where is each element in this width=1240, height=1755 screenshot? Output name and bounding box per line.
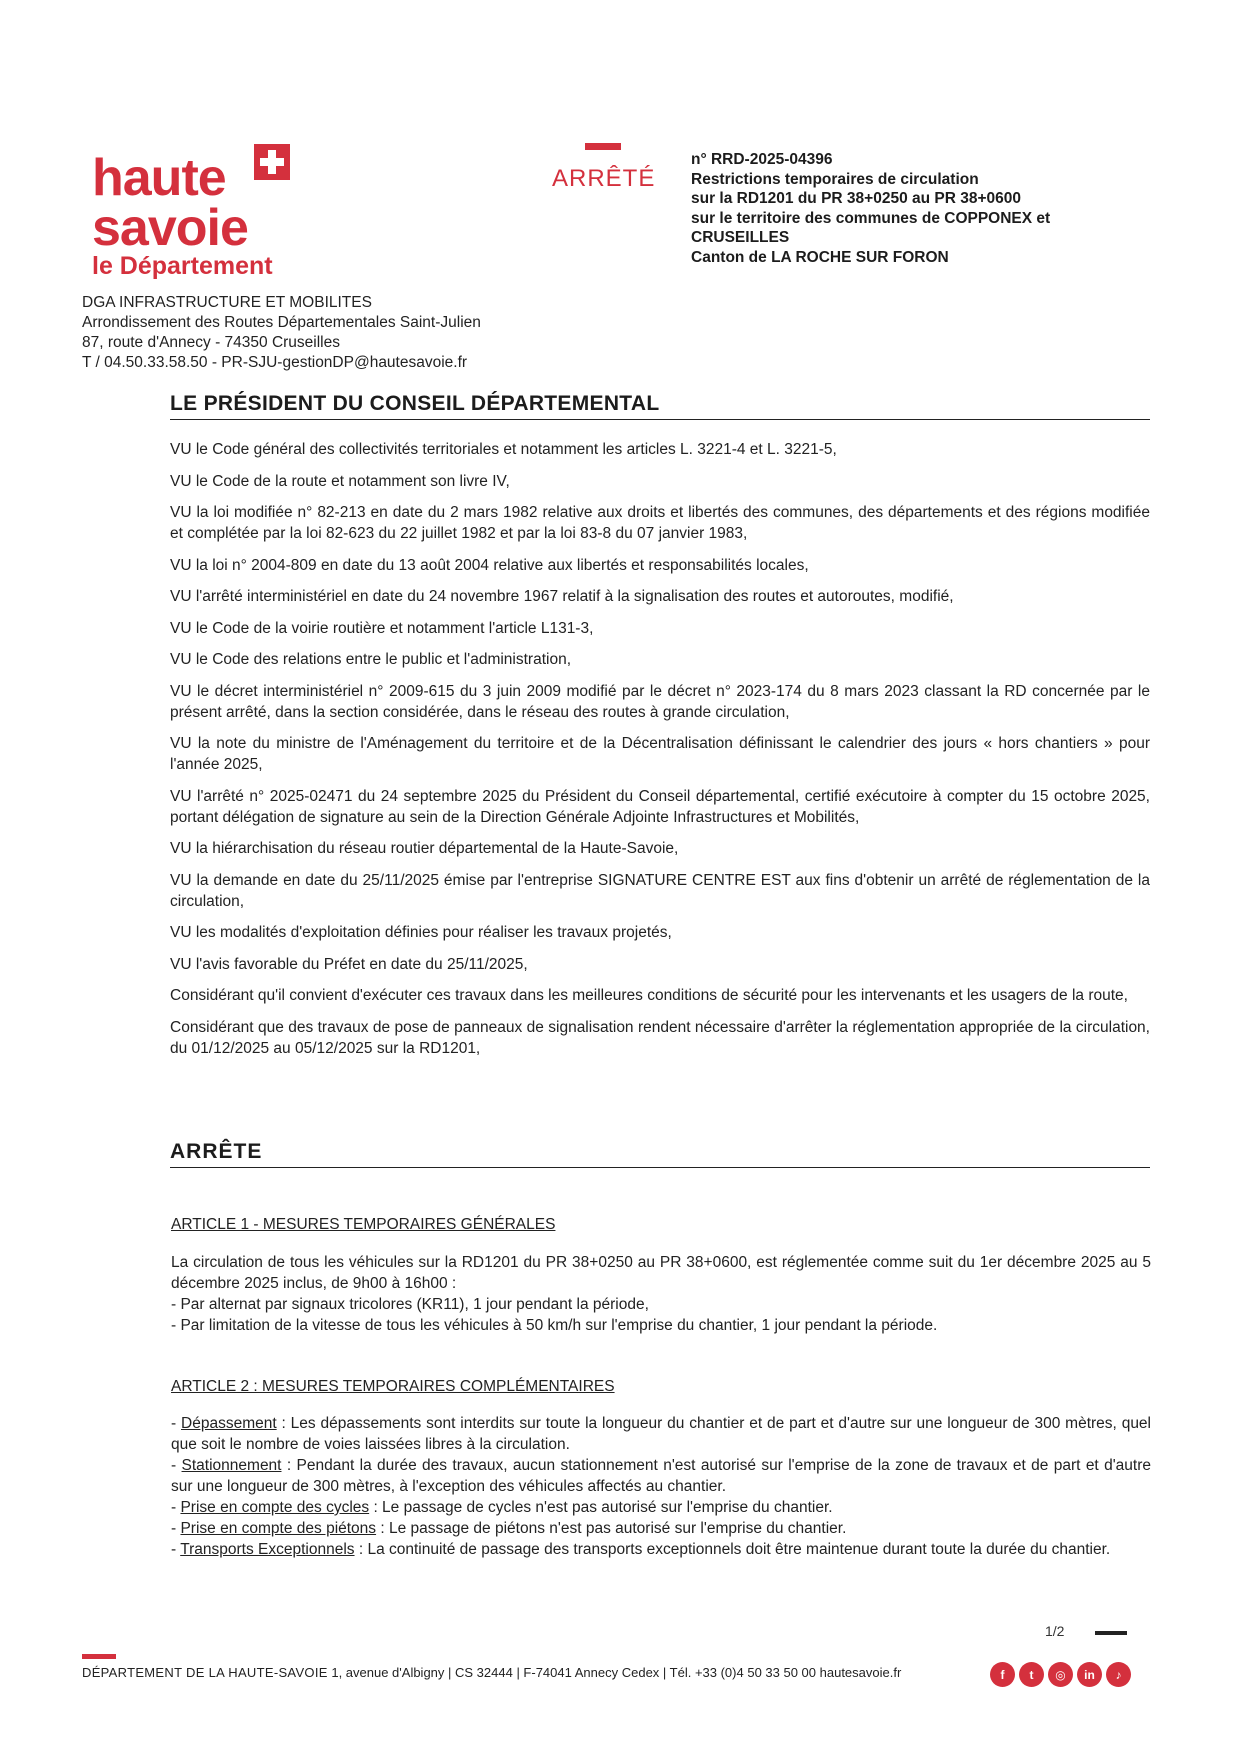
page-title: LE PRÉSIDENT DU CONSEIL DÉPARTEMENTAL <box>170 392 1150 420</box>
footer-department: DÉPARTEMENT DE LA HAUTE-SAVOIE <box>82 1665 328 1680</box>
article-2-item: - Prise en compte des piétons : Le passage de piétons n'est pas autorisé sur l'emprise du chantier. <box>171 1520 847 1537</box>
page-number: 1/2 <box>1045 1623 1065 1639</box>
item-term: Dépassement <box>181 1415 277 1432</box>
recital: VU le Code de la route et notamment son livre IV, <box>170 472 510 490</box>
article-2-title: ARTICLE 2 : MESURES TEMPORAIRES COMPLÉMENTAIRES <box>171 1378 615 1395</box>
recital: VU la loi n° 2004-809 en date du 13 août 2004 relative aux libertés et responsabilités locales, <box>170 556 809 574</box>
reference-block <box>691 150 1111 268</box>
address-line: 87, route d'Annecy - 74350 Cruseilles <box>82 334 340 351</box>
article-2-item: - Stationnement : Pendant la durée des travaux, aucun stationnement n'est autorisé sur l'emprise de la zone de travaux et de part et d'autre sur une longueur de 300 mètres, à l'exception des véhicules affectés au chantier. <box>171 1457 1152 1495</box>
recital: VU le Code général des collectivités territoriales et notamment les articles L. 3221-4 et L. 3221-5, <box>170 441 837 458</box>
article-1-body <box>171 1252 1151 1336</box>
article-1-item: - Par alternat par signaux tricolores (KR11), 1 jour pendant la période, <box>171 1296 649 1313</box>
logo-word-departement: le Département <box>92 252 273 280</box>
arrete-accent-bar <box>585 143 621 150</box>
article-1-title: ARTICLE 1 - MESURES TEMPORAIRES GÉNÉRALES <box>171 1216 556 1233</box>
savoie-cross-icon <box>254 144 290 180</box>
recital: VU l'avis favorable du Préfet en date du 25/11/2025, <box>170 955 528 973</box>
item-text: : La continuité de passage des transports exceptionnels doit être maintenue durant toute la durée du chantier. <box>354 1541 1111 1558</box>
logo-word-haute: haute <box>92 149 226 207</box>
section-heading-arrete: ARRÊTE <box>170 1140 1150 1168</box>
item-term: Prise en compte des piétons <box>180 1520 377 1537</box>
item-text: : Le passage de piétons n'est pas autorisé sur l'emprise du chantier. <box>376 1520 847 1537</box>
recital: Considérant qu'il convient d'exécuter ces travaux dans les meilleures conditions de sécurité pour les intervenants et les usagers de la route, <box>170 987 1128 1004</box>
department-logo <box>92 142 302 282</box>
instagram-icon[interactable]: ◎ <box>1048 1662 1073 1687</box>
article-2-item: - Prise en compte des cycles : Le passage de cycles n'est pas autorisé sur l'emprise du chantier. <box>171 1499 833 1516</box>
recital: VU la note du ministre de l'Aménagement du territoire et de la Décentralisation définissant le calendrier des jours « hors chantiers » pour l'année 2025, <box>170 735 1150 773</box>
item-text: : Les dépassements sont interdits sur toute la longueur du chantier et de part et d'autre sur une longueur de 300 mètres, quel que soit le nombre de voies laissées libres à la circulation. <box>171 1415 1152 1453</box>
footer-address: 1, avenue d'Albigny | CS 32444 | F-74041 Annecy Cedex | Tél. +33 (0)4 50 33 50 00 hautesavoie.fr <box>331 1665 902 1680</box>
address-line: T / 04.50.33.58.50 - PR-SJU-gestionDP@hautesavoie.fr <box>82 354 468 371</box>
item-term: Transports Exceptionnels <box>180 1541 355 1558</box>
recitals <box>170 439 1150 1069</box>
item-text: : Pendant la durée des travaux, aucun stationnement n'est autorisé sur l'emprise de la zone de travaux et de part et d'autre sur une longueur de 300 mètres, à l'exception des véhicules affectés au chantier. <box>171 1457 1152 1495</box>
ref-line: CRUSEILLES <box>691 229 790 247</box>
ref-line: Canton de LA ROCHE SUR FORON <box>691 248 949 266</box>
article-1-item: - Par limitation de la vitesse de tous les véhicules à 50 km/h sur l'emprise du chantier, 1 jour pendant la période. <box>171 1317 938 1334</box>
recital: VU les modalités d'exploitation définies pour réaliser les travaux projetés, <box>170 924 672 941</box>
address-line: Arrondissement des Routes Départementales Saint-Julien <box>82 314 481 331</box>
address-line: DGA INFRASTRUCTURE ET MOBILITES <box>82 294 372 311</box>
ref-line: sur la RD1201 du PR 38+0250 au PR 38+0600 <box>691 190 1022 208</box>
item-text: : Le passage de cycles n'est pas autorisé sur l'emprise du chantier. <box>369 1499 833 1516</box>
tiktok-icon[interactable]: ♪ <box>1106 1662 1131 1687</box>
recital: VU le décret interministériel n° 2009-615 du 3 juin 2009 modifié par le décret n° 2023-174 du 8 mars 2023 classant la RD concernée par le présent arrêté, dans la section considérée, dans le réseau des routes à grande circulation, <box>170 682 1150 721</box>
recital: VU la demande en date du 25/11/2025 émise par l'entreprise SIGNATURE CENTRE EST aux fins d'obtenir un arrêté de réglementation de la circulation, <box>170 871 1150 910</box>
facebook-icon[interactable]: f <box>990 1662 1015 1687</box>
recital: Considérant que des travaux de pose de panneaux de signalisation rendent nécessaire d'arrêter la réglementation appropriée de la circulation, du 01/12/2025 au 05/12/2025 sur la RD1201, <box>170 1018 1150 1057</box>
article-2-body <box>171 1413 1151 1560</box>
recital: VU le Code de la voirie routière et notamment l'article L131-3, <box>170 619 594 637</box>
ref-line: sur le territoire des communes de COPPONEX et <box>691 209 1051 227</box>
sender-address <box>82 293 481 373</box>
recital: VU le Code des relations entre le public et l'administration, <box>170 651 572 668</box>
article-2-item: - Dépassement : Les dépassements sont interdits sur toute la longueur du chantier et de part et d'autre sur une longueur de 300 mètres, quel que soit le nombre de voies laissées libres à la circulation. <box>171 1415 1152 1453</box>
recital: VU la loi modifiée n° 82-213 en date du 2 mars 1982 relative aux droits et libertés des communes, des départements et des régions modifiée et complétée par la loi 82-623 du 22 juillet 1982 et par la loi 83-8 du 07 janvier 1983, <box>170 504 1150 542</box>
recital: VU l'arrêté interministériel en date du 24 novembre 1967 relatif à la signalisation des routes et autoroutes, modifié, <box>170 588 954 605</box>
logo-word-savoie: savoie <box>92 199 248 257</box>
linkedin-icon[interactable]: in <box>1077 1662 1102 1687</box>
article-1-intro: La circulation de tous les véhicules sur la RD1201 du PR 38+0250 au PR 38+0600, est réglementée comme suit du 1er décembre 2025 au 5 décembre 2025 inclus, de 9h00 à 16h00 : <box>171 1254 1151 1292</box>
footer-accent-bar <box>82 1654 116 1659</box>
social-links <box>990 1662 1131 1687</box>
item-term: Prise en compte des cycles <box>180 1499 370 1516</box>
doc-type-label: ARRÊTÉ <box>552 165 656 192</box>
recital: VU l'arrêté n° 2025-02471 du 24 septembre 2025 du Président du Conseil départemental, certifié exécutoire à compter du 15 octobre 2025, portant délégation de signature au sein de la Direction Générale Adjointe Infrastructures et Mobilités, <box>170 787 1150 826</box>
article-2-item: - Transports Exceptionnels : La continuité de passage des transports exceptionnels doit être maintenue durant toute la durée du chantier. <box>171 1541 1111 1558</box>
recital: VU la hiérarchisation du réseau routier départemental de la Haute-Savoie, <box>170 840 679 857</box>
footer <box>82 1665 901 1680</box>
ref-line: n° RRD-2025-04396 <box>691 151 833 168</box>
item-term: Stationnement <box>181 1457 282 1474</box>
twitter-icon[interactable]: t <box>1019 1662 1044 1687</box>
page-number-bar <box>1095 1631 1127 1635</box>
ref-line: Restrictions temporaires de circulation <box>691 170 979 188</box>
